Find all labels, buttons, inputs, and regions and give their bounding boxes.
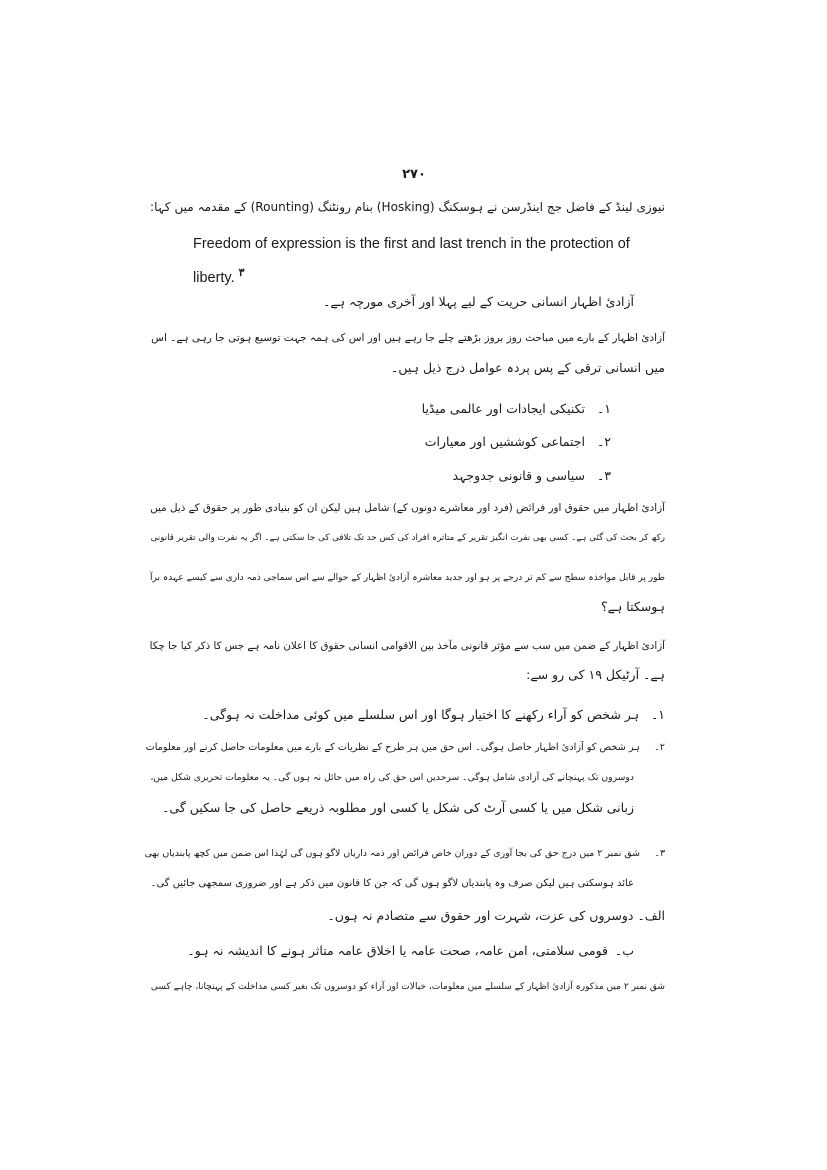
factor-item-1 — [422, 398, 611, 420]
paragraph-2-line-2: رکھ کر بحث کی گئی ہے۔ کسی بھی نفرت انگیز تقریر کے متاثرہ افراد کی کس حد تک تلافی کی جا سکتی ہے۔ اگر یہ نفرت والی تقریر قانونی — [150, 533, 665, 543]
article-text: ہر شخص کو آراء رکھنے کا اختیار ہوگا اور اس سلسلے میں کوئی مداخلت نہ ہوگی۔ — [202, 707, 640, 722]
paragraph-3-line-2: ہے۔ آرٹیکل ۱۹ کی رو سے: — [526, 667, 665, 682]
factor-item-3 — [453, 465, 611, 487]
paragraph-1-line-1: آزادیٔ اظہار کے بارے میں مباحث روز بروز بڑھتے چلے جا رہے ہیں اور اس کی ہمہ جہت توسیع ہوتی جا رہی ہے۔ اس — [151, 332, 665, 344]
factor-number: ۱۔ — [596, 401, 611, 416]
factor-text: تکنیکی ایجادات اور عالمی میڈیا — [421, 401, 586, 416]
article-item-2-line-1 — [146, 737, 665, 759]
quote-translation: آزادیٔ اظہار انسانی حریت کے لیے پہلا اور آخری مورچہ ہے۔ — [323, 294, 634, 309]
page-number: ۲۷۰ — [402, 167, 426, 182]
article-item-2-line-3: زبانی شکل میں یا کسی آرٹ کی شکل یا کسی اور مطلوبہ ذریعے حاصل کی جا سکیں گی۔ — [162, 800, 634, 815]
intro-line: نیوزی لینڈ کے فاضل جج اینڈرسن نے ہوسکنگ (Hosking) بنام رونٹنگ (Rounting) کے مقدمہ میں کہا: — [150, 200, 665, 214]
quote-line-1: Freedom of expression is the first and last trench in the protection of — [193, 236, 630, 252]
paragraph-2-line-3: طور پر قابل مواخذہ سطح سے کم تر درجے پر ہو اور جدید معاشرہ آزادیٔ اظہار کے حوالے سے اس سماجی ذمہ داری سے کیسے عہدہ برآ — [149, 573, 665, 583]
quote-line-2-text: liberty. — [193, 269, 235, 286]
paragraph-2-line-4: ہوسکتا ہے؟ — [601, 599, 665, 614]
condition-text: قومی سلامتی، امن عامہ، صحت عامہ یا اخلاق عامہ متاثر ہونے کا اندیشہ نہ ہو۔ — [187, 943, 609, 958]
article-text: ہر شخص کو آزادیٔ اظہار حاصل ہوگی۔ اس حق میں ہر طرح کے نظریات کے بارے میں معلومات حاصل کرنے اور معلومات — [145, 742, 640, 753]
article-item-2-line-2: دوسروں تک پہنچانے کی آزادی شامل ہوگی۔ سرحدیں اس حق کی راہ میں حائل نہ ہوں گی۔ یہ معلومات تحریری شکل میں، — [150, 772, 634, 783]
factor-number: ۲۔ — [596, 434, 611, 449]
condition-text: دوسروں کی عزت، شہرت اور حقوق سے متصادم نہ ہوں۔ — [327, 908, 634, 923]
article-number: ۲۔ — [654, 742, 665, 753]
footnote-marker: ۳ — [238, 267, 245, 279]
paragraph-3-line-1: آزادیٔ اظہار کے ضمن میں سب سے مؤثر قانونی مآخذ بین الاقوامی انسانی حقوق کا اعلان نامہ ہے جس کا ذکر کیا جا چکا — [149, 640, 665, 652]
article-number: ۳۔ — [654, 848, 665, 859]
condition-label: الف۔ — [637, 908, 665, 923]
quote-line-2 — [193, 262, 245, 289]
paragraph-1-line-2: میں انسانی ترقی کے پس پردہ عوامل درج ذیل ہیں۔ — [391, 360, 665, 375]
factor-number: ۳۔ — [596, 468, 611, 483]
article-number: ۱۔ — [650, 707, 665, 722]
paragraph-2-line-1: آزادیٔ اظہار میں حقوق اور فرائض (فرد اور معاشرے دونوں کے) شامل ہیں لیکن ان کو بنیادی طور پر حقوق کے ذیل میں — [150, 502, 665, 514]
article-item-1 — [202, 704, 665, 726]
article-item-3-line-2: عائد ہوسکتی ہیں لیکن صرف وہ پابندیاں لاگو ہوں گی کہ جن کا قانون میں ذکر ہے اور ضروری سمجھی جائیں گی۔ — [150, 878, 634, 889]
condition-label: ب۔ — [614, 943, 634, 958]
final-line: شق نمبر ۲ میں مذکورہ آزادیٔ اظہار کے سلسلے میں معلومات، خیالات اور آراء کو دوسروں تک بغیر کسی مداخلت کے پہنچانا، چاہے کسی — [150, 982, 665, 992]
article-text: شق نمبر ۲ میں درج حق کی بجا آوری کے دوران خاص فرائض اور ذمہ داریاں لاگو ہوں گی لہٰذا اس ضمن میں کچھ پابندیاں بھی — [144, 848, 641, 859]
factor-item-2 — [425, 431, 611, 453]
article-item-3-line-1 — [145, 843, 665, 865]
condition-item-b — [187, 940, 634, 962]
condition-item-a — [327, 905, 665, 927]
factor-text: سیاسی و قانونی جدوجہد — [452, 468, 586, 483]
factor-text: اجتماعی کوششیں اور معیارات — [424, 434, 586, 449]
